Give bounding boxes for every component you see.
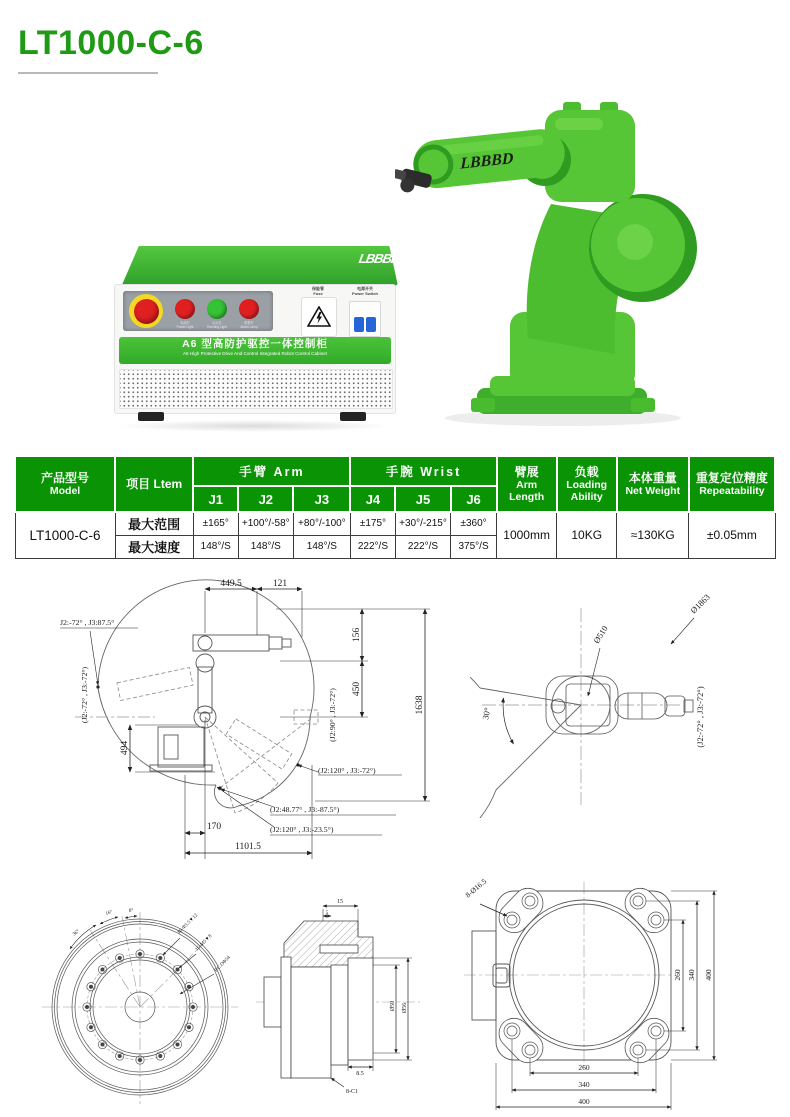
header-loading: 负载 Loading Ability — [557, 456, 617, 512]
running-light-button — [207, 299, 227, 319]
power-switch-label: 电源开关 Power Switch — [351, 286, 378, 296]
dim-121: 121 — [272, 579, 288, 589]
base-dim-v340: 340 — [687, 969, 696, 981]
section-dim-5: 5 — [325, 911, 329, 916]
speed-j4: 222°/S — [350, 535, 395, 558]
header-repeatability: 重复定位精度 Repeatability — [689, 456, 775, 512]
pose-label-top: J2:-72° , J3:87.5° — [60, 618, 115, 627]
dim-1101: 1101.5 — [235, 842, 261, 852]
product-hero — [0, 80, 790, 450]
pose-label-top-view: (J2:-72° , J3:-72°) — [695, 686, 705, 748]
range-j3: +80°/-100° — [293, 512, 350, 535]
speed-label: 最大速度 — [115, 535, 193, 558]
title-underline — [18, 72, 158, 74]
range-j4: ±175° — [350, 512, 395, 535]
header-j2: J2 — [238, 486, 293, 512]
pose-label-left: (J2:-72° , J3:-72°) — [80, 666, 89, 724]
spec-table — [14, 455, 776, 559]
base-holes-label: 8-Ø16.5 — [463, 876, 489, 900]
flange-pcd-label: P.C.DΦ54 — [213, 955, 232, 974]
base-dim-h260: 260 — [578, 1063, 590, 1072]
repeatability-value: ±0.05mm — [689, 512, 775, 558]
section-chamfer-label: 8-C1 — [346, 1089, 358, 1095]
top-view-envelope-drawing — [470, 590, 790, 818]
section-dim-85: 8.5 — [356, 1071, 364, 1077]
header-j5: J5 — [395, 486, 450, 512]
dim-494: 494 — [120, 740, 130, 756]
base-dim-v260: 260 — [673, 969, 682, 981]
cabinet-foot — [138, 412, 164, 421]
table-row-range — [15, 512, 775, 535]
flange-angle-8: 8° — [128, 908, 134, 914]
header-arm-group: 手臂 Arm — [193, 456, 350, 486]
speed-j1: 148°/S — [193, 535, 238, 558]
header-arm-length: 臂展 Arm Length — [497, 456, 557, 512]
base-plate-drawing — [438, 868, 790, 1117]
section-dim-bore: Ø50 — [390, 1000, 396, 1012]
dim-449: 449.5 — [220, 579, 242, 589]
range-j2: +100°/-58° — [238, 512, 293, 535]
cabinet-brand-logo: LBBBD — [357, 251, 401, 266]
base-dim-h400: 400 — [578, 1097, 590, 1106]
cabinet-shadow — [114, 420, 394, 432]
section-dim-od: Ø56 — [402, 1002, 408, 1014]
pose-label-r3: (J2:120° , J3:-23.5°) — [270, 825, 334, 834]
header-j4: J4 — [350, 486, 395, 512]
dim-inner-diameter: Ø510 — [591, 623, 610, 646]
cabinet-foot — [340, 412, 366, 421]
cabinet-banner: A6 型高防护驱控一体控制柜 A6 High Protective Drive And Control Integrated Robot Control Cabinet — [119, 337, 391, 364]
side-view-envelope-drawing — [30, 575, 480, 867]
warning-plate — [301, 297, 337, 337]
hazard-triangle-icon — [307, 306, 331, 328]
header-net-weight: 本体重量 Net Weight — [617, 456, 689, 512]
pose-label-mid: (J2:90° , J3:-72°) — [328, 688, 337, 742]
dim-angle-30: 30° — [480, 706, 493, 721]
flange-front-drawing — [30, 872, 250, 1112]
speed-j2: 148°/S — [238, 535, 293, 558]
header-j3: J3 — [293, 486, 350, 512]
speed-j6: 375°/S — [451, 535, 497, 558]
dim-156: 156 — [352, 627, 362, 643]
pose-label-r1: (J2:120° , J3:-72°) — [318, 766, 376, 775]
section-dim-15: 15 — [337, 899, 343, 905]
cabinet-button-plate: 电源灯 Power Light 运行灯 Running Light 报警灯 Alarm Lamp — [123, 291, 273, 331]
cabinet-vent-grille — [119, 369, 393, 409]
cabinet-front-face — [114, 251, 401, 414]
header-item: 项目 Ltem — [115, 456, 193, 512]
dim-outer-diameter: Ø1863 — [688, 591, 712, 616]
flange-section-drawing — [248, 875, 438, 1117]
header-j6: J6 — [451, 486, 497, 512]
page-title: LT1000-C-6 — [18, 24, 204, 62]
base-dim-h340: 340 — [578, 1080, 590, 1089]
robot-brand-logo: LBBBD — [460, 150, 514, 173]
model-value: LT1000-C-6 — [15, 512, 115, 558]
flange-angle-36: 36° — [72, 929, 81, 938]
header-j1: J1 — [193, 486, 238, 512]
base-dim-v400: 400 — [704, 969, 713, 981]
speed-j5: 222°/S — [395, 535, 450, 558]
range-label: 最大范围 — [115, 512, 193, 535]
net-weight-value: ≈130KG — [617, 512, 689, 558]
alarm-light-button — [239, 299, 259, 319]
pose-label-r2: (J2:48.77° , J3:-87.5°) — [270, 805, 340, 814]
arm-length-value: 1000mm — [497, 512, 557, 558]
header-model: 产品型号 Model — [15, 456, 115, 512]
range-j1: ±165° — [193, 512, 238, 535]
dim-450: 450 — [352, 681, 362, 697]
robot-arm-image — [395, 80, 710, 428]
fuse-label: 保险管 Fuse — [312, 286, 324, 296]
range-j6: ±360° — [451, 512, 497, 535]
range-j5: +30°/-215° — [395, 512, 450, 535]
speed-j3: 148°/S — [293, 535, 350, 558]
loading-value: 10KG — [557, 512, 617, 558]
dim-1638: 1638 — [415, 695, 425, 715]
flange-angle-16: 16° — [105, 909, 114, 917]
header-wrist-group: 手腕 Wrist — [350, 456, 496, 486]
power-light-button — [175, 299, 195, 319]
flange-holes-label-1: 16-Φ3.5▼12 — [176, 913, 200, 936]
control-cabinet-image — [108, 238, 400, 438]
dim-170: 170 — [206, 822, 222, 832]
emergency-stop-button — [129, 294, 163, 328]
circuit-breaker — [349, 301, 381, 337]
cabinet-top-face — [110, 246, 398, 286]
flange-holes-label-2: 16-M5▼8 — [194, 933, 214, 953]
